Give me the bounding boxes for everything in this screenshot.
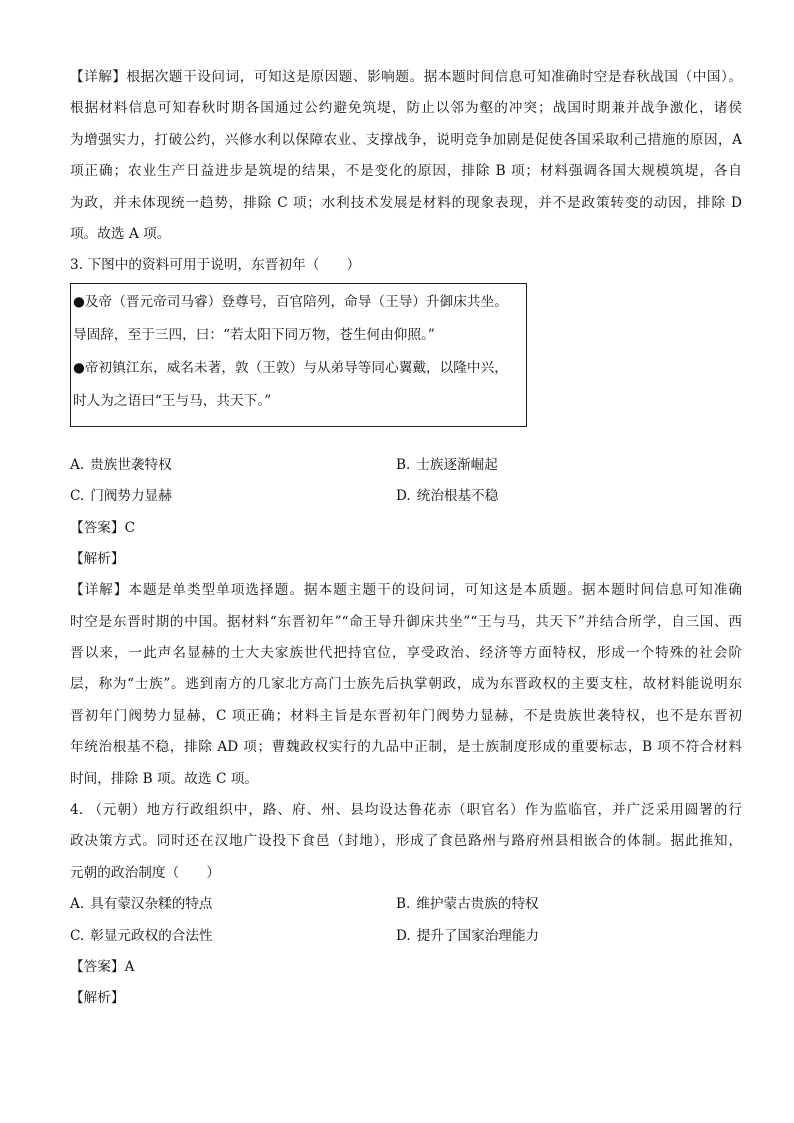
paragraph-line: 晋初年门阀势力显赫，C 项正确；材料主旨是东晋初年门阀势力显赫，不是贵族世袭特权，也不是东晋初: [70, 707, 742, 724]
answer-value: A: [124, 958, 135, 975]
document-page: [70, 62, 742, 1015]
paragraph-line: 根据材料信息可知春秋时期各国通过公约避免筑堤，防止以邻为壑的冲突；战国时期兼并战争激化，诸侯: [70, 100, 742, 117]
option-text: 彰显元政权的合法性: [90, 927, 213, 944]
detail-text: 本题是单类型单项选择题。据本题主题干的设问词，可知这是本质题。据本题时间信息可知准确: [128, 582, 742, 599]
options-row: [70, 889, 742, 920]
analysis-tag: 【解析】: [70, 990, 125, 1007]
option-b: [396, 450, 742, 481]
option-text: 士族逐渐崛起: [416, 456, 498, 473]
option-letter: B.: [396, 896, 411, 913]
answer-tag: 【答案】: [70, 958, 125, 975]
question-3: [70, 250, 742, 795]
quote-line: 导固辞，至于三四，曰：“若太阳下同万物，苍生何由仰照。”: [73, 326, 435, 343]
detail-tag: 【详解】: [70, 69, 127, 85]
option-d: [396, 921, 742, 952]
paragraph-line: 层，称为“士族”。逃到南方的几家北方高门士族先后执掌朝政，成为东晋政权的主要支柱，故材料能说明东: [70, 676, 742, 693]
option-text: 贵族世袭特权: [90, 456, 172, 473]
paragraph-line: 年统治根基不稳，排除 AD 项；曹魏政权实行的九品中正制，是士族制度形成的重要标志，B 项不符合材料: [70, 739, 742, 756]
paragraph-line: [70, 575, 742, 606]
question-stem: 政决策方式。同时还在汉地广设投下食邑（封地），形成了食邑路州与路府州县相嵌合的体制。据此推知，: [70, 833, 742, 850]
option-a: [70, 450, 396, 481]
option-letter: A.: [70, 896, 85, 913]
source-material-box: [70, 283, 527, 427]
detail-text: 根据次题干设问词，可知这是原因题、影响题。据本题时间信息可知准确时空是春秋战国（中国）。: [126, 69, 742, 85]
question-stem: 3. 下图中的资料可用于说明，东晋初年（ ）: [70, 257, 361, 274]
paragraph-line: [70, 62, 742, 93]
quote-line: 时人为之语曰“王与马，共天下。”: [73, 392, 272, 409]
option-c: [70, 921, 396, 952]
question-stem: 元朝的政治制度（ ）: [70, 864, 221, 881]
answer-value: C: [124, 519, 136, 536]
option-letter: D.: [396, 927, 411, 944]
answer-line: [70, 513, 742, 544]
q2-detail-section: [70, 62, 742, 250]
options-row: [70, 921, 742, 952]
option-a: [70, 889, 396, 920]
option-letter: C.: [70, 927, 85, 944]
paragraph-line: 为政，并未体现统一趋势，排除 C 项；水利技术发展是材料的现象表现，并不是政策转变的动因，排除 D: [70, 194, 742, 211]
paragraph-line: 为增强实力，打破公约，兴修水利以保障农业、支撑战争，说明竞争加剧是促使各国采取利己措施的原因，A: [70, 131, 742, 148]
detail-tag: 【详解】: [70, 582, 129, 599]
paragraph-line: 项。故选 A 项。: [70, 225, 171, 242]
q3-detail-section: [70, 575, 742, 795]
answer-tag: 【答案】: [70, 519, 125, 536]
option-letter: C.: [70, 488, 85, 505]
paragraph-line: 时间，排除 B 项。故选 C 项。: [70, 770, 259, 787]
option-d: [396, 481, 742, 512]
option-text: 门阀势力显赫: [90, 488, 172, 505]
options-row: [70, 481, 742, 512]
option-letter: B.: [396, 456, 411, 473]
question-stem: 4. （元朝）地方行政组织中，路、府、州、县均设达鲁花赤（职官名）作为监临官，并广泛采用圆署的行: [70, 802, 742, 819]
option-text: 提升了国家治理能力: [416, 927, 540, 944]
option-letter: A.: [70, 456, 85, 473]
paragraph-line: 时空是东晋时期的中国。据材料“东晋初年”“命王导升御床共坐”“王与马，共天下”并结合所学，自三国、西: [70, 613, 742, 630]
option-text: 统治根基不稳: [416, 488, 499, 505]
question-4: [70, 795, 742, 1015]
option-letter: D.: [396, 488, 411, 505]
quote-line: ●及帝（晋元帝司马睿）登尊号，百官陪列，命导（王导）升御床共坐。: [73, 293, 508, 310]
analysis-tag: 【解析】: [70, 550, 125, 567]
answer-line: [70, 952, 742, 983]
paragraph-line: 项正确；农业生产日益进步是筑堤的结果，不是变化的原因，排除 B 项；材料强调各国大规模筑堤，各自: [70, 163, 742, 180]
option-text: 维护蒙古贵族的特权: [416, 896, 539, 913]
option-c: [70, 481, 396, 512]
option-b: [396, 889, 742, 920]
option-text: 具有蒙汉杂糅的特点: [90, 896, 213, 913]
options-row: [70, 450, 742, 481]
paragraph-line: 晋以来，一此声名显赫的士大夫家族世代把持官位，享受政治、经济等方面特权，形成一个特殊的社会阶: [70, 645, 742, 662]
quote-line: ●帝初镇江东，威名未著，敦（王敦）与从弟导等同心翼戴，以隆中兴，: [73, 359, 508, 376]
